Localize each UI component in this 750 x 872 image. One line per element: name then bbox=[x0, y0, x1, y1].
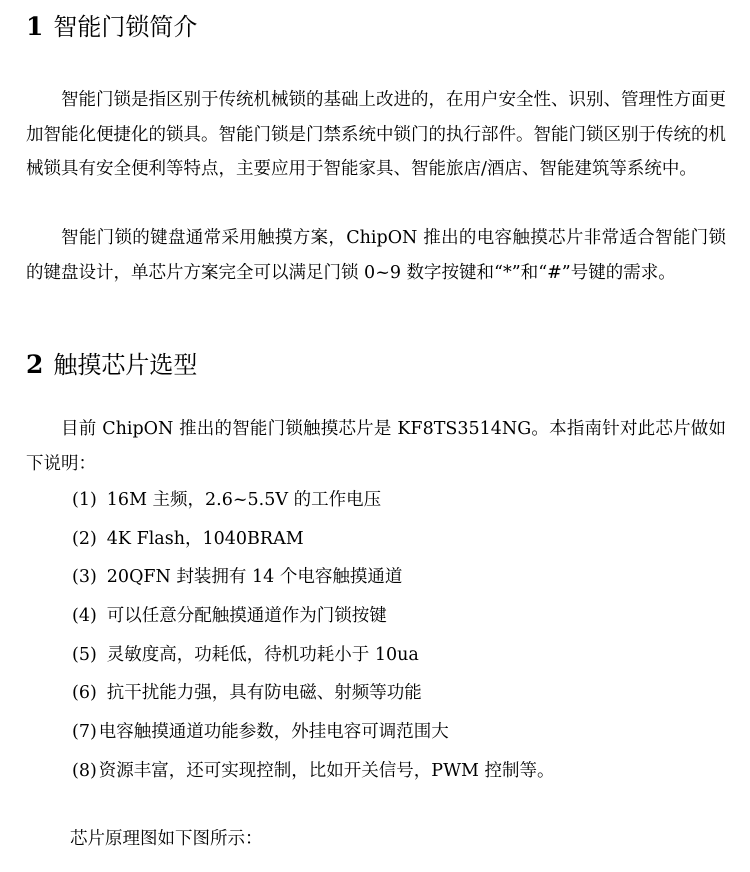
feature-item-marker: (6) bbox=[72, 683, 97, 703]
feature-item-4 bbox=[72, 604, 387, 628]
feature-item-1 bbox=[72, 488, 381, 512]
feature-item-text: 可以任意分配触摸通道作为门锁按键 bbox=[106, 606, 387, 626]
feature-item-text: 4K Flash，1040BRAM bbox=[106, 529, 304, 549]
feature-item-8 bbox=[72, 759, 555, 783]
section-1-heading bbox=[26, 12, 197, 42]
section-1-title: 智能门锁简介 bbox=[53, 13, 198, 41]
feature-item-text: 16M 主频，2.6~5.5V 的工作电压 bbox=[106, 490, 382, 510]
feature-item-7 bbox=[72, 720, 449, 744]
section-1-number: 1 bbox=[26, 12, 44, 41]
section-1-paragraph-2: 智能门锁的键盘通常采用触摸方案，ChipON 推出的电容触摸芯片非常适合智能门锁的键盘设计，单芯片方案完全可以满足门锁 0~9 数字按键和“*”和“#”号键的需求。 bbox=[26, 228, 726, 283]
section-2-number: 2 bbox=[26, 350, 44, 379]
feature-item-marker: (2) bbox=[72, 529, 97, 549]
section-2-heading bbox=[26, 350, 197, 380]
feature-item-2 bbox=[72, 527, 304, 551]
feature-item-text: 抗干扰能力强，具有防电磁、射频等功能 bbox=[106, 683, 422, 703]
feature-item-text: 20QFN 封装拥有 14 个电容触摸通道 bbox=[106, 567, 403, 587]
feature-item-marker: (5) bbox=[72, 645, 97, 665]
feature-item-marker: (4) bbox=[72, 606, 97, 626]
feature-item-marker: (3) bbox=[72, 567, 97, 587]
section-2-title: 触摸芯片选型 bbox=[53, 351, 198, 379]
feature-item-marker: (1) bbox=[72, 490, 97, 510]
feature-item-5 bbox=[72, 643, 419, 667]
feature-item-text: 灵敏度高，功耗低，待机功耗小于 10ua bbox=[106, 645, 419, 665]
feature-item-marker: (7) bbox=[72, 722, 97, 742]
figure-caption: 芯片原理图如下图所示： bbox=[70, 829, 263, 849]
feature-item-text: 电容触摸通道功能参数，外挂电容可调范围大 bbox=[98, 722, 449, 742]
section-2-intro: 目前 ChipON 推出的智能门锁触摸芯片是 KF8TS3514NG。本指南针对此芯片做如下说明： bbox=[26, 419, 726, 474]
feature-item-3 bbox=[72, 565, 402, 589]
feature-item-marker: (8) bbox=[72, 761, 97, 781]
feature-item-6 bbox=[72, 681, 422, 705]
feature-item-text: 资源丰富，还可实现控制，比如开关信号，PWM 控制等。 bbox=[98, 761, 555, 781]
section-1-paragraph-1: 智能门锁是指区别于传统机械锁的基础上改进的，在用户安全性、识别、管理性方面更加智能化便捷化的锁具。智能门锁是门禁系统中锁门的执行部件。智能门锁区别于传统的机械锁具有安全便利等特点，主要应用于智能家具、智能旅店/酒店、智能建筑等系统中。 bbox=[26, 90, 726, 179]
